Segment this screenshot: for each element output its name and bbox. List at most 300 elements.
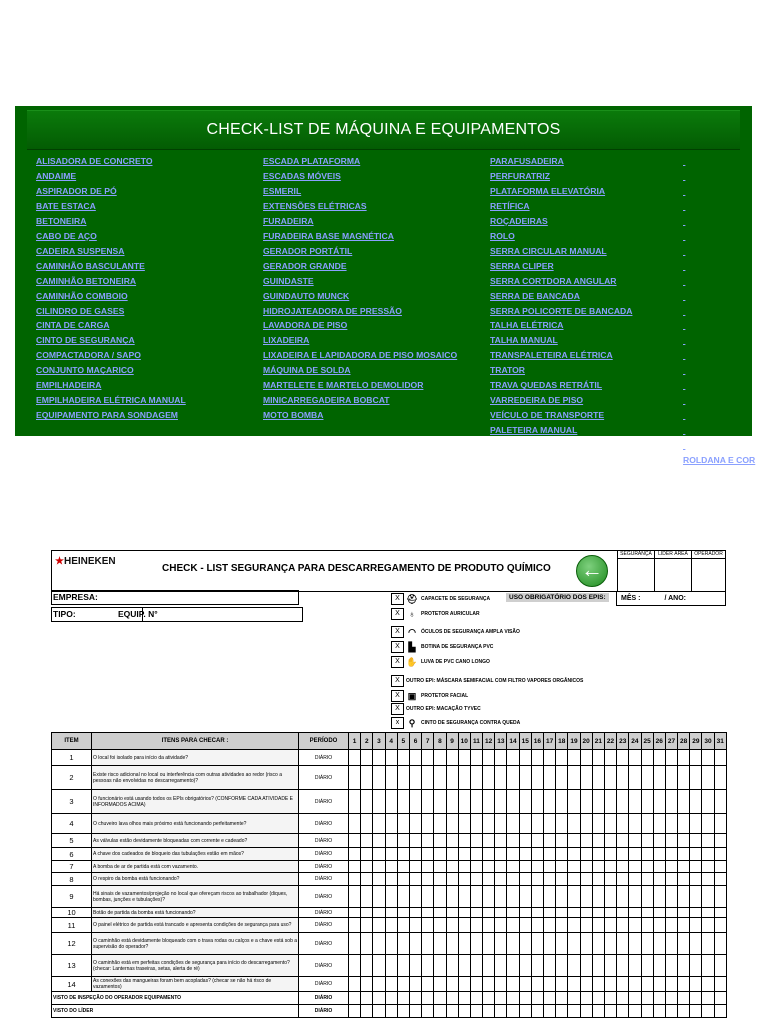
equipment-link[interactable]: LIXADEIRA — [263, 335, 310, 346]
day-check-cell[interactable] — [434, 955, 446, 977]
day-check-cell[interactable] — [470, 918, 482, 933]
day-check-cell[interactable] — [580, 918, 592, 933]
day-check-cell[interactable] — [385, 790, 397, 814]
day-check-cell[interactable] — [422, 861, 434, 873]
signature-day-cell[interactable] — [544, 1005, 556, 1018]
day-check-cell[interactable] — [556, 790, 568, 814]
mes-ano-field[interactable] — [616, 591, 726, 606]
day-check-cell[interactable] — [483, 861, 495, 873]
day-check-cell[interactable] — [629, 750, 641, 766]
day-check-cell[interactable] — [592, 848, 604, 861]
day-check-cell[interactable] — [641, 886, 653, 908]
day-check-cell[interactable] — [580, 955, 592, 977]
signature-day-cell[interactable] — [690, 1005, 702, 1018]
day-check-cell[interactable] — [361, 908, 373, 918]
equipment-link[interactable]: ESMERIL — [263, 185, 302, 196]
day-check-cell[interactable] — [690, 790, 702, 814]
day-check-cell[interactable] — [446, 834, 458, 848]
day-check-cell[interactable] — [373, 908, 385, 918]
day-check-cell[interactable] — [349, 814, 361, 834]
day-check-cell[interactable] — [397, 977, 409, 992]
day-check-cell[interactable] — [409, 848, 421, 861]
day-check-cell[interactable] — [446, 861, 458, 873]
day-check-cell[interactable] — [604, 886, 616, 908]
day-check-cell[interactable] — [702, 750, 714, 766]
day-check-cell[interactable] — [385, 908, 397, 918]
signature-day-cell[interactable] — [629, 992, 641, 1005]
day-check-cell[interactable] — [544, 977, 556, 992]
equipment-link[interactable]: MINICARREGADEIRA BOBCAT — [263, 395, 390, 406]
signature-day-cell[interactable] — [349, 1005, 361, 1018]
day-check-cell[interactable] — [361, 955, 373, 977]
day-check-cell[interactable] — [580, 886, 592, 908]
day-check-cell[interactable] — [519, 918, 531, 933]
day-check-cell[interactable] — [397, 886, 409, 908]
signature-day-cell[interactable] — [531, 1005, 543, 1018]
equipment-link[interactable]: HIDROJATEADORA DE PRESSÃO — [263, 305, 402, 316]
day-check-cell[interactable] — [629, 790, 641, 814]
day-check-cell[interactable] — [422, 814, 434, 834]
day-check-cell[interactable] — [397, 814, 409, 834]
day-check-cell[interactable] — [483, 766, 495, 790]
day-check-cell[interactable] — [678, 790, 690, 814]
day-check-cell[interactable] — [592, 834, 604, 848]
equipment-link[interactable]: ASPIRADOR DE PÓ — [36, 185, 117, 196]
day-check-cell[interactable] — [617, 933, 629, 955]
day-check-cell[interactable] — [592, 814, 604, 834]
day-check-cell[interactable] — [409, 977, 421, 992]
day-check-cell[interactable] — [349, 886, 361, 908]
day-check-cell[interactable] — [495, 814, 507, 834]
day-check-cell[interactable] — [422, 750, 434, 766]
day-check-cell[interactable] — [373, 933, 385, 955]
day-check-cell[interactable] — [434, 873, 446, 886]
day-check-cell[interactable] — [409, 955, 421, 977]
day-check-cell[interactable] — [544, 750, 556, 766]
day-check-cell[interactable] — [617, 790, 629, 814]
day-check-cell[interactable] — [665, 848, 677, 861]
day-check-cell[interactable] — [690, 977, 702, 992]
day-check-cell[interactable] — [507, 918, 519, 933]
equipment-link[interactable]: SERRA POLICORTE DE BANCADA — [490, 305, 633, 316]
equipment-link[interactable]: LIXADEIRA E LAPIDADORA DE PISO MOSAICO — [263, 350, 458, 361]
day-check-cell[interactable] — [519, 873, 531, 886]
day-check-cell[interactable] — [617, 814, 629, 834]
signature-day-cell[interactable] — [580, 992, 592, 1005]
day-check-cell[interactable] — [556, 814, 568, 834]
day-check-cell[interactable] — [446, 908, 458, 918]
sign-col-seguranca[interactable] — [618, 551, 655, 591]
day-check-cell[interactable] — [678, 873, 690, 886]
day-check-cell[interactable] — [397, 861, 409, 873]
day-check-cell[interactable] — [714, 955, 726, 977]
day-check-cell[interactable] — [397, 955, 409, 977]
day-check-cell[interactable] — [568, 886, 580, 908]
day-check-cell[interactable] — [702, 790, 714, 814]
day-check-cell[interactable] — [531, 834, 543, 848]
day-check-cell[interactable] — [531, 848, 543, 861]
day-check-cell[interactable] — [458, 814, 470, 834]
equipment-link[interactable]: TRANSPALETEIRA ELÉTRICA — [490, 350, 613, 361]
day-check-cell[interactable] — [373, 848, 385, 861]
day-check-cell[interactable] — [361, 886, 373, 908]
day-check-cell[interactable] — [495, 790, 507, 814]
day-check-cell[interactable] — [507, 814, 519, 834]
day-check-cell[interactable] — [568, 848, 580, 861]
day-check-cell[interactable] — [507, 977, 519, 992]
day-check-cell[interactable] — [592, 790, 604, 814]
day-check-cell[interactable] — [507, 766, 519, 790]
day-check-cell[interactable] — [556, 750, 568, 766]
day-check-cell[interactable] — [434, 908, 446, 918]
day-check-cell[interactable] — [495, 955, 507, 977]
day-check-cell[interactable] — [604, 955, 616, 977]
signature-day-cell[interactable] — [361, 992, 373, 1005]
day-check-cell[interactable] — [653, 977, 665, 992]
equipment-link[interactable]: CILINDRO DE GASES — [36, 305, 125, 316]
signature-day-cell[interactable] — [690, 992, 702, 1005]
day-check-cell[interactable] — [434, 848, 446, 861]
day-check-cell[interactable] — [665, 873, 677, 886]
day-check-cell[interactable] — [629, 766, 641, 790]
day-check-cell[interactable] — [409, 814, 421, 834]
day-check-cell[interactable] — [690, 750, 702, 766]
day-check-cell[interactable] — [434, 886, 446, 908]
day-check-cell[interactable] — [519, 766, 531, 790]
day-check-cell[interactable] — [665, 750, 677, 766]
equipment-link[interactable]: ROÇADEIRAS — [490, 215, 548, 226]
signature-day-cell[interactable] — [665, 992, 677, 1005]
signature-day-cell[interactable] — [422, 992, 434, 1005]
day-check-cell[interactable] — [531, 933, 543, 955]
equipment-link[interactable]: FURADEIRA — [263, 215, 314, 226]
day-check-cell[interactable] — [665, 955, 677, 977]
day-check-cell[interactable] — [422, 918, 434, 933]
day-check-cell[interactable] — [361, 918, 373, 933]
day-check-cell[interactable] — [641, 873, 653, 886]
day-check-cell[interactable] — [531, 908, 543, 918]
day-check-cell[interactable] — [702, 886, 714, 908]
day-check-cell[interactable] — [495, 750, 507, 766]
day-check-cell[interactable] — [690, 848, 702, 861]
day-check-cell[interactable] — [519, 814, 531, 834]
day-check-cell[interactable] — [422, 766, 434, 790]
epi-checkbox[interactable]: X — [391, 608, 404, 620]
day-check-cell[interactable] — [458, 977, 470, 992]
equipment-link[interactable]: CABO DE AÇO — [36, 230, 97, 241]
day-check-cell[interactable] — [531, 873, 543, 886]
signature-day-cell[interactable] — [641, 992, 653, 1005]
day-check-cell[interactable] — [653, 834, 665, 848]
day-check-cell[interactable] — [519, 955, 531, 977]
day-check-cell[interactable] — [446, 933, 458, 955]
day-check-cell[interactable] — [458, 955, 470, 977]
day-check-cell[interactable] — [470, 834, 482, 848]
day-check-cell[interactable] — [373, 955, 385, 977]
day-check-cell[interactable] — [592, 918, 604, 933]
day-check-cell[interactable] — [397, 873, 409, 886]
day-check-cell[interactable] — [544, 918, 556, 933]
day-check-cell[interactable] — [690, 886, 702, 908]
day-check-cell[interactable] — [397, 908, 409, 918]
day-check-cell[interactable] — [531, 955, 543, 977]
day-check-cell[interactable] — [690, 873, 702, 886]
day-check-cell[interactable] — [409, 886, 421, 908]
day-check-cell[interactable] — [629, 977, 641, 992]
day-check-cell[interactable] — [556, 873, 568, 886]
signature-day-cell[interactable] — [385, 1005, 397, 1018]
day-check-cell[interactable] — [495, 848, 507, 861]
day-check-cell[interactable] — [458, 766, 470, 790]
day-check-cell[interactable] — [397, 750, 409, 766]
day-check-cell[interactable] — [568, 766, 580, 790]
day-check-cell[interactable] — [714, 861, 726, 873]
day-check-cell[interactable] — [617, 908, 629, 918]
day-check-cell[interactable] — [568, 933, 580, 955]
day-check-cell[interactable] — [714, 814, 726, 834]
day-check-cell[interactable] — [665, 861, 677, 873]
day-check-cell[interactable] — [641, 861, 653, 873]
day-check-cell[interactable] — [568, 955, 580, 977]
day-check-cell[interactable] — [349, 750, 361, 766]
day-check-cell[interactable] — [483, 933, 495, 955]
day-check-cell[interactable] — [495, 977, 507, 992]
day-check-cell[interactable] — [653, 814, 665, 834]
day-check-cell[interactable] — [483, 955, 495, 977]
day-check-cell[interactable] — [592, 886, 604, 908]
day-check-cell[interactable] — [568, 834, 580, 848]
day-check-cell[interactable] — [617, 861, 629, 873]
day-check-cell[interactable] — [373, 814, 385, 834]
equipment-link[interactable]: SERRA CIRCULAR MANUAL — [490, 245, 607, 256]
day-check-cell[interactable] — [629, 933, 641, 955]
day-check-cell[interactable] — [592, 750, 604, 766]
equipment-link[interactable]: PERFURATRIZ — [490, 170, 550, 181]
equipment-link[interactable]: CINTA DE CARGA — [36, 320, 110, 331]
day-check-cell[interactable] — [507, 873, 519, 886]
day-check-cell[interactable] — [592, 908, 604, 918]
day-check-cell[interactable] — [409, 750, 421, 766]
day-check-cell[interactable] — [556, 766, 568, 790]
day-check-cell[interactable] — [568, 908, 580, 918]
day-check-cell[interactable] — [653, 848, 665, 861]
day-check-cell[interactable] — [641, 750, 653, 766]
day-check-cell[interactable] — [397, 766, 409, 790]
signature-day-cell[interactable] — [678, 1005, 690, 1018]
signature-day-cell[interactable] — [702, 992, 714, 1005]
signature-day-cell[interactable] — [519, 992, 531, 1005]
day-check-cell[interactable] — [470, 790, 482, 814]
day-check-cell[interactable] — [507, 955, 519, 977]
day-check-cell[interactable] — [385, 766, 397, 790]
day-check-cell[interactable] — [349, 918, 361, 933]
day-check-cell[interactable] — [397, 834, 409, 848]
day-check-cell[interactable] — [604, 790, 616, 814]
day-check-cell[interactable] — [531, 790, 543, 814]
day-check-cell[interactable] — [385, 873, 397, 886]
signature-day-cell[interactable] — [604, 992, 616, 1005]
day-check-cell[interactable] — [422, 955, 434, 977]
day-check-cell[interactable] — [544, 766, 556, 790]
day-check-cell[interactable] — [470, 908, 482, 918]
day-check-cell[interactable] — [349, 955, 361, 977]
signature-day-cell[interactable] — [665, 1005, 677, 1018]
day-check-cell[interactable] — [665, 814, 677, 834]
signature-day-cell[interactable] — [373, 992, 385, 1005]
day-check-cell[interactable] — [470, 750, 482, 766]
day-check-cell[interactable] — [361, 873, 373, 886]
day-check-cell[interactable] — [678, 848, 690, 861]
equipment-link[interactable]: BATE ESTACA — [36, 200, 96, 211]
day-check-cell[interactable] — [446, 955, 458, 977]
day-check-cell[interactable] — [519, 886, 531, 908]
day-check-cell[interactable] — [653, 886, 665, 908]
signature-day-cell[interactable] — [507, 992, 519, 1005]
equipment-link[interactable]: GERADOR GRANDE — [263, 260, 347, 271]
day-check-cell[interactable] — [458, 886, 470, 908]
signature-day-cell[interactable] — [397, 992, 409, 1005]
epi-checkbox[interactable]: X — [391, 675, 404, 687]
day-check-cell[interactable] — [702, 814, 714, 834]
day-check-cell[interactable] — [385, 918, 397, 933]
day-check-cell[interactable] — [470, 933, 482, 955]
day-check-cell[interactable] — [458, 848, 470, 861]
day-check-cell[interactable] — [544, 790, 556, 814]
day-check-cell[interactable] — [690, 918, 702, 933]
day-check-cell[interactable] — [665, 918, 677, 933]
day-check-cell[interactable] — [349, 834, 361, 848]
day-check-cell[interactable] — [592, 766, 604, 790]
day-check-cell[interactable] — [568, 873, 580, 886]
day-check-cell[interactable] — [641, 814, 653, 834]
day-check-cell[interactable] — [617, 918, 629, 933]
day-check-cell[interactable] — [409, 766, 421, 790]
equipment-link[interactable]: EMPILHADEIRA ELÉTRICA MANUAL — [36, 395, 186, 406]
day-check-cell[interactable] — [580, 834, 592, 848]
day-check-cell[interactable] — [690, 766, 702, 790]
day-check-cell[interactable] — [678, 977, 690, 992]
day-check-cell[interactable] — [531, 886, 543, 908]
day-check-cell[interactable] — [653, 790, 665, 814]
day-check-cell[interactable] — [702, 848, 714, 861]
day-check-cell[interactable] — [592, 873, 604, 886]
day-check-cell[interactable] — [458, 750, 470, 766]
signature-day-cell[interactable] — [702, 1005, 714, 1018]
day-check-cell[interactable] — [556, 861, 568, 873]
day-check-cell[interactable] — [434, 834, 446, 848]
day-check-cell[interactable] — [458, 873, 470, 886]
day-check-cell[interactable] — [714, 848, 726, 861]
day-check-cell[interactable] — [434, 814, 446, 834]
equipment-link[interactable]: PALETEIRA MANUAL — [490, 425, 578, 436]
day-check-cell[interactable] — [568, 861, 580, 873]
empresa-field[interactable] — [51, 590, 299, 605]
signature-day-cell[interactable] — [641, 1005, 653, 1018]
day-check-cell[interactable] — [678, 861, 690, 873]
epi-checkbox[interactable]: X — [391, 641, 404, 653]
day-check-cell[interactable] — [653, 918, 665, 933]
day-check-cell[interactable] — [653, 861, 665, 873]
day-check-cell[interactable] — [470, 977, 482, 992]
day-check-cell[interactable] — [641, 933, 653, 955]
day-check-cell[interactable] — [385, 886, 397, 908]
equipment-link[interactable]: VARREDEIRA DE PISO — [490, 395, 584, 406]
day-check-cell[interactable] — [373, 834, 385, 848]
day-check-cell[interactable] — [556, 918, 568, 933]
day-check-cell[interactable] — [702, 977, 714, 992]
day-check-cell[interactable] — [373, 873, 385, 886]
day-check-cell[interactable] — [592, 933, 604, 955]
day-check-cell[interactable] — [483, 873, 495, 886]
equipment-link[interactable]: SERRA DE BANCADA — [490, 290, 580, 301]
day-check-cell[interactable] — [361, 814, 373, 834]
signature-day-cell[interactable] — [483, 1005, 495, 1018]
equipment-link[interactable]: RETÍFICA — [490, 200, 530, 211]
day-check-cell[interactable] — [446, 886, 458, 908]
day-check-cell[interactable] — [665, 886, 677, 908]
day-check-cell[interactable] — [617, 873, 629, 886]
day-check-cell[interactable] — [409, 933, 421, 955]
day-check-cell[interactable] — [361, 834, 373, 848]
day-check-cell[interactable] — [519, 933, 531, 955]
day-check-cell[interactable] — [519, 790, 531, 814]
day-check-cell[interactable] — [434, 933, 446, 955]
day-check-cell[interactable] — [458, 790, 470, 814]
day-check-cell[interactable] — [434, 918, 446, 933]
day-check-cell[interactable] — [422, 848, 434, 861]
equipment-link[interactable]: CINTO DE SEGURANÇA — [36, 335, 135, 346]
day-check-cell[interactable] — [544, 933, 556, 955]
signature-day-cell[interactable] — [519, 1005, 531, 1018]
day-check-cell[interactable] — [678, 750, 690, 766]
day-check-cell[interactable] — [714, 873, 726, 886]
signature-day-cell[interactable] — [397, 1005, 409, 1018]
signature-day-cell[interactable] — [458, 992, 470, 1005]
day-check-cell[interactable] — [483, 750, 495, 766]
day-check-cell[interactable] — [446, 750, 458, 766]
day-check-cell[interactable] — [349, 908, 361, 918]
day-check-cell[interactable] — [556, 977, 568, 992]
day-check-cell[interactable] — [604, 814, 616, 834]
day-check-cell[interactable] — [470, 886, 482, 908]
day-check-cell[interactable] — [556, 848, 568, 861]
day-check-cell[interactable] — [690, 933, 702, 955]
day-check-cell[interactable] — [470, 861, 482, 873]
signature-day-cell[interactable] — [617, 1005, 629, 1018]
equip-field[interactable] — [112, 607, 303, 622]
day-check-cell[interactable] — [531, 861, 543, 873]
day-check-cell[interactable] — [617, 848, 629, 861]
day-check-cell[interactable] — [349, 790, 361, 814]
equipment-link[interactable]: CONJUNTO MAÇARICO — [36, 365, 134, 376]
day-check-cell[interactable] — [629, 834, 641, 848]
signature-day-cell[interactable] — [373, 1005, 385, 1018]
signature-day-cell[interactable] — [434, 992, 446, 1005]
day-check-cell[interactable] — [385, 955, 397, 977]
equipment-link[interactable]: COMPACTADORA / SAPO — [36, 350, 141, 361]
signature-day-cell[interactable] — [714, 1005, 726, 1018]
day-check-cell[interactable] — [507, 750, 519, 766]
day-check-cell[interactable] — [568, 790, 580, 814]
day-check-cell[interactable] — [580, 766, 592, 790]
signature-day-cell[interactable] — [568, 1005, 580, 1018]
day-check-cell[interactable] — [702, 908, 714, 918]
signature-day-cell[interactable] — [495, 992, 507, 1005]
day-check-cell[interactable] — [397, 848, 409, 861]
day-check-cell[interactable] — [361, 933, 373, 955]
day-check-cell[interactable] — [507, 790, 519, 814]
day-check-cell[interactable] — [580, 861, 592, 873]
